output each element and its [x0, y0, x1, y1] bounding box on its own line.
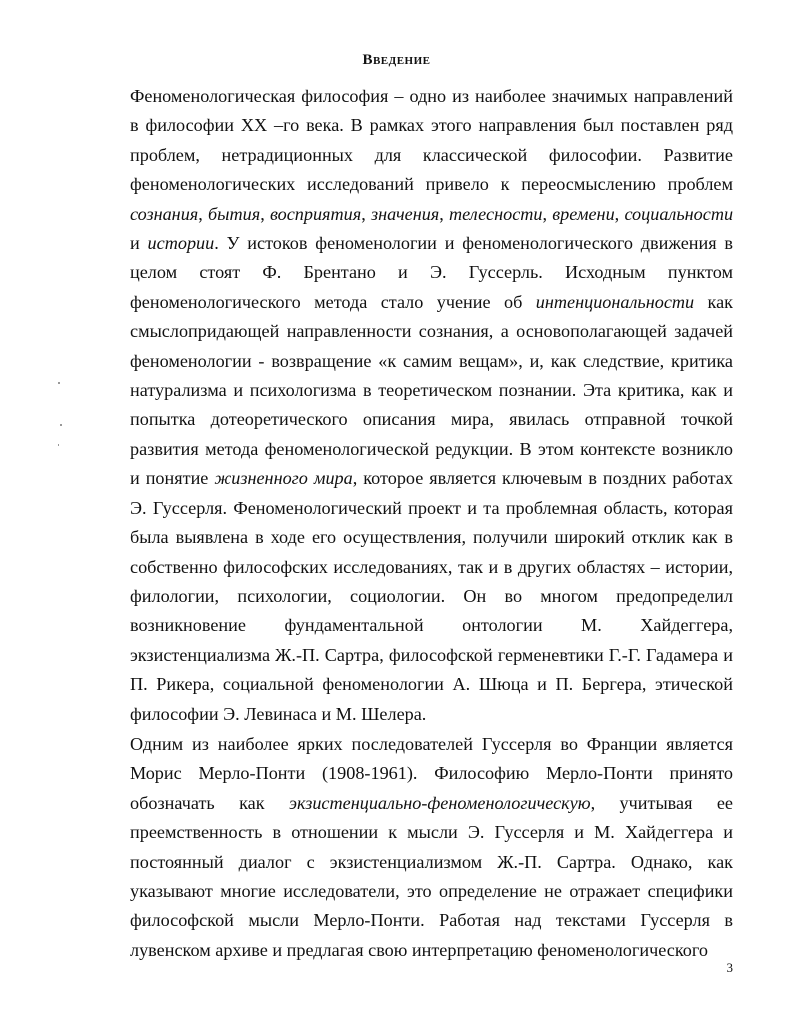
- scan-speck: [58, 382, 60, 384]
- italic-term: истории: [147, 233, 215, 254]
- italic-term: телесности: [449, 203, 543, 224]
- text-run: . У истоков феноменологии и феноменологического движения в целом стоят Ф. Брентано и Э. Гуссерль. Исходным пунктом феноменологического метода стало учение об: [130, 233, 733, 312]
- text-run: ,: [439, 203, 450, 224]
- italic-term: экзистенциально-феноменологическую: [288, 792, 591, 813]
- text-run: ,: [198, 203, 209, 224]
- paragraph-1: [130, 82, 733, 729]
- text-run: , которое является ключевым в поздних работах Э. Гуссерля. Феноменологический проект и та проблемная область, которая была выявлена в ходе его осуществления, получили широкий отклик как в собственно философских исследованиях, так и в других областях – истории, филологии, психологии, социологии. Он во многом предопределил возникновение фундаментальной онтологии М. Хайдеггера, экзистенциализма Ж.-П. Сартра, философской герменевтики Г.-Г. Гадамера и П. Рикера, социальной феноменологии А. Шюца и П. Бергера, этической философии Э. Левинаса и М. Шелера.: [130, 468, 733, 724]
- italic-term: жизненного мира: [214, 468, 353, 489]
- text-run: и: [130, 233, 148, 254]
- italic-term: социальности: [624, 203, 734, 224]
- scan-speck: [60, 424, 62, 426]
- italic-term: значения: [370, 203, 440, 224]
- text-run: ,: [542, 203, 553, 224]
- italic-term: времени: [552, 203, 615, 224]
- text-run: , учитывая ее преемственность в отношении к мысли Э. Гуссерля и М. Хайдеггера и постоянный диалог с экзистенциализмом Ж.-П. Сартра. Однако, как указывают многие исследователи, это определение не отражает специфики философской мысли Мерло-Понти. Работая над текстами Гуссерля в лувенском архиве и предлагая свою интерпретацию феноменологического: [130, 792, 733, 960]
- paragraph-2: [130, 730, 733, 965]
- italic-term: интенциональности: [535, 291, 695, 312]
- italic-term: восприятия: [269, 203, 362, 224]
- text-run: как смыслопридающей направленности сознания, а основополагающей задачей феноменологии - возвращение «к самим вещам», и, как следствие, критика натурализма и психологизма в теоретическом познании. Эта критика, как и попытка дотеоретического описания мира, явилась отправной точкой развития метода феноменологической редукции. В этом контексте возникло и понятие: [130, 291, 733, 489]
- scan-speck: [58, 444, 59, 446]
- italic-term: бытия: [208, 203, 261, 224]
- text-run: Феноменологическая философия – одно из наиболее значимых направлений в философии XX –го века. В рамках этого направления был поставлен ряд проблем, нетрадиционных для классической философии. Развитие феноменологических исследований привело к переосмыслению проблем: [130, 86, 733, 195]
- page-number: 3: [726, 960, 733, 975]
- text-run: ,: [361, 203, 371, 224]
- text-run: ,: [614, 203, 625, 224]
- text-run: Одним из наиболее ярких последователей Гуссерля во Франции является Морис Мерло-Понти (1908-1961). Философию Мерло-Понти принято обозначать как: [130, 734, 733, 813]
- italic-term: сознания: [130, 203, 199, 224]
- section-title: Введение: [362, 52, 431, 68]
- text-run: ,: [260, 203, 270, 224]
